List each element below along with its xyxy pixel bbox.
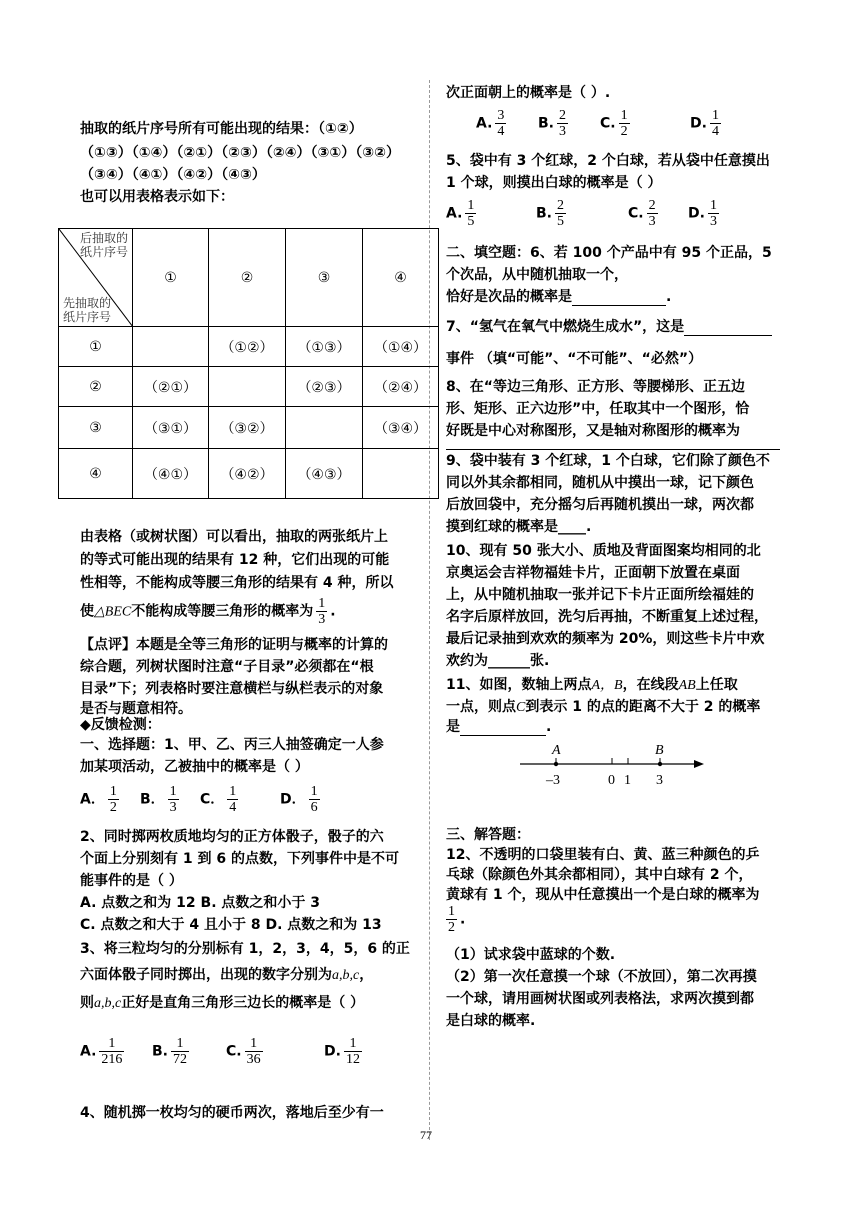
text-line: 抽取的纸片序号所有可能出现的结果：（①②）: [80, 121, 363, 137]
answer-blank: [572, 290, 666, 306]
column-header: ①: [133, 229, 209, 327]
options-row: A． $\frac{1}{2}$ B． $\frac{1}{3}$ C． $\frac{1}{4}$ D． $\frac{1}{6}$: [80, 784, 318, 815]
row-header: ②: [59, 367, 133, 407]
question-line: A. 点数之和为 12 B. 点数之和小于 3: [80, 895, 320, 911]
column-header: ③: [286, 229, 363, 327]
fraction: $\frac{1}{3}$: [318, 596, 326, 627]
text-line: 由表格（或树状图）可以看出，抽取的两张纸片上: [80, 529, 388, 545]
table-cell: （④①）: [133, 449, 209, 499]
page-number: 77: [420, 1128, 432, 1142]
row-axis-label: 先抽取的 纸片序号: [63, 296, 112, 324]
question-line: 次正面朝上的概率是（ ）.: [446, 85, 611, 101]
question-line: 欢约为______张.: [446, 653, 550, 669]
table-cell: （②④）: [363, 367, 439, 407]
question-line: 则a,b,c正好是直角三角形三边长的概率是（ ）: [80, 995, 365, 1011]
table-cell: （③④）: [363, 407, 439, 449]
table-cell: （②①）: [133, 367, 209, 407]
text-line: 也可以用表格表示如下：: [80, 189, 234, 205]
question-line: 同以外其余都相同，随机从中摸出一球，记下颜色: [446, 475, 754, 491]
question-line: 11、如图，数轴上两点A，B，在线段AB上任取: [446, 677, 738, 693]
table-cell: [133, 327, 209, 367]
question-line: 是白球的概率.: [446, 1013, 536, 1029]
table-row: [59, 367, 439, 407]
question-line: 最后记录抽到欢欢的频率为 20%，则这些卡片中欢: [446, 631, 765, 647]
question-line: 能事件的是（ ）: [80, 873, 183, 889]
tick-label: 0: [608, 773, 615, 788]
comment-line: 综合题，列树状图时注意“子目录”必须都在“根: [80, 659, 374, 675]
question-line: 二、填空题：6、若 100 个产品中有 95 个正品，5: [446, 245, 772, 261]
point-b: [658, 762, 662, 766]
text-line: （③④）（④①）（④②）（④③）: [80, 167, 266, 183]
question-line: 12、不透明的口袋里装有白、黄、蓝三种颜色的乒: [446, 847, 760, 863]
question-line: 加某项活动，乙被抽中的概率是（ ）: [80, 759, 309, 775]
question-line: C. 点数之和大于 4 且小于 8 D. 点数之和为 13: [80, 917, 382, 933]
question-line: 2、同时掷两枚质地均匀的正方体骰子，骰子的六: [80, 829, 384, 845]
tick-label: 1: [624, 773, 631, 788]
section-heading: ◆反馈检测：: [80, 717, 161, 733]
question-line: 六面体骰子同时掷出，出现的数字分别为a,b,c，: [80, 967, 374, 983]
tick-label: –3: [546, 773, 560, 788]
question-line: 名字后原样放回，洗匀后再抽，不断重复上述过程，: [446, 609, 768, 625]
question-line: 一点，则点C到表示 1 的点的距离不大于 2 的概率: [446, 699, 761, 715]
row-header: ④: [59, 449, 133, 499]
question-line: 7、“氢气在氧气中燃烧生成水”，这是: [446, 318, 772, 336]
answer-blank: [460, 720, 546, 736]
table-cell: （①②）: [209, 327, 286, 367]
comment-line: 是否与题意相符。: [80, 701, 192, 717]
options-row: A. $\frac{1}{216}$ B. $\frac{1}{72}$ C. $\frac{1}{36}$ D. $\frac{1}{12}$: [80, 1036, 360, 1067]
question-line: 摸到红球的概率是____.: [446, 519, 592, 535]
text-line: 的等式可能出现的结果有 12 种，它们出现的可能: [80, 552, 390, 568]
section-heading: 三、解答题：: [446, 827, 530, 843]
text-line: 性相等，不能构成等腰三角形的结果有 4 种，所以: [80, 575, 394, 591]
table-cell: （③②）: [209, 407, 286, 449]
table-row: [59, 449, 439, 499]
probability-table: [58, 228, 439, 499]
question-line: 恰好是次品的概率是 .: [446, 289, 672, 305]
column-header: ④: [363, 229, 439, 327]
answer-blank: [684, 320, 772, 336]
comment-line: 目录”下；列表格时要注意横栏与纵栏表示的对象: [80, 681, 384, 697]
column-header: ②: [209, 229, 286, 327]
text-line: 使△BEC不能构成等腰三角形的概率为 $\frac{1}{3}$ .: [80, 596, 336, 627]
table-cell: [209, 367, 286, 407]
number-line-figure: [518, 740, 708, 792]
question-line: 形、矩形、正六边形”中，任取其中一个图形，恰: [446, 401, 750, 417]
question-line: 一、选择题：1、甲、乙、丙三人抽签确定一人参: [80, 737, 384, 753]
arrow-head: [694, 760, 704, 768]
table-cell: （③①）: [133, 407, 209, 449]
table-row: [59, 407, 439, 449]
question-line: （2）第一次任意摸一个球（不放回），第二次再摸: [446, 969, 757, 985]
options-row: A. $\frac{1}{5}$ B. $\frac{2}{5}$ C. $\frac{2}{3}$ D. $\frac{1}{3}$: [446, 198, 717, 229]
question-line: 3、将三粒均匀的分别标有 1，2，3，4，5，6 的正: [80, 941, 410, 957]
table-cell: （④②）: [209, 449, 286, 499]
question-line: 10、现有 50 张大小、质地及背面图案均相同的北: [446, 543, 761, 559]
table-cell: （②③）: [286, 367, 363, 407]
question-line: 乓球（除颜色外其余都相同），其中白球有 2 个，: [446, 867, 753, 883]
question-line: 个面上分别刻有 1 到 6 的点数，下列事件中是不可: [80, 851, 399, 867]
table-cell: [363, 449, 439, 499]
comment-line: 【点评】本题是全等三角形的证明与概率的计算的: [80, 637, 388, 653]
tick-label: 3: [656, 773, 663, 788]
label-a: A: [552, 743, 561, 758]
table-cell: （④③）: [286, 449, 363, 499]
column-axis-label: 后抽取的 纸片序号: [79, 231, 128, 259]
question-line: 事件 （填“可能”、“不可能”、“必然”）: [446, 351, 703, 367]
question-line: 京奥运会吉祥物福娃卡片，正面朝下放置在桌面: [446, 565, 740, 581]
question-line: 5、袋中有 3 个红球，2 个白球，若从袋中任意摸出: [446, 153, 770, 169]
point-a: [554, 762, 558, 766]
question-line: 好既是中心对称图形，又是轴对称图形的概率为: [446, 423, 740, 439]
label-b: B: [655, 743, 664, 758]
fraction: $\frac{1}{2}$: [448, 904, 455, 935]
question-line: 后放回袋中，充分摇匀后再随机摸出一球，两次都: [446, 497, 754, 513]
answer-blank: [446, 449, 780, 450]
question-line: （1）试求袋中蓝球的个数.: [446, 947, 616, 963]
table-cell: （①④）: [363, 327, 439, 367]
question-line: 一个球，请用画树状图或列表格法，求两次摸到都: [446, 991, 754, 1007]
question-line: 8、在“等边三角形、正方形、等腰梯形、正五边: [446, 379, 745, 395]
question-line: 4、随机掷一枚均匀的硬币两次，落地后至少有一: [80, 1105, 384, 1121]
question-line: 上，从中随机抽取一张并记下卡片正面所绘福娃的: [446, 587, 754, 603]
options-row: A. $\frac{3}{4}$ B. $\frac{2}{3}$ C. $\frac{1}{2}$ D. $\frac{1}{4}$: [476, 108, 719, 139]
question-line: $\frac{1}{2}$ .: [448, 904, 466, 935]
question-line: 1 个球，则摸出白球的概率是（ ）: [446, 175, 662, 191]
table-cell: [286, 407, 363, 449]
table-cell: （①③）: [286, 327, 363, 367]
text-line: （①③）（①④）（②①）（②③）（②④）（③①）（③②）: [80, 145, 400, 161]
row-header: ③: [59, 407, 133, 449]
table-corner-header: [59, 229, 133, 327]
question-line: 黄球有 1 个，现从中任意摸出一个是白球的概率为: [446, 887, 760, 903]
question-line: 9、袋中装有 3 个红球，1 个白球，它们除了颜色不: [446, 453, 770, 469]
question-line: 是 .: [446, 719, 552, 735]
row-header: ①: [59, 327, 133, 367]
table-row: [59, 327, 439, 367]
question-line: 个次品，从中随机抽取一个，: [446, 267, 628, 283]
